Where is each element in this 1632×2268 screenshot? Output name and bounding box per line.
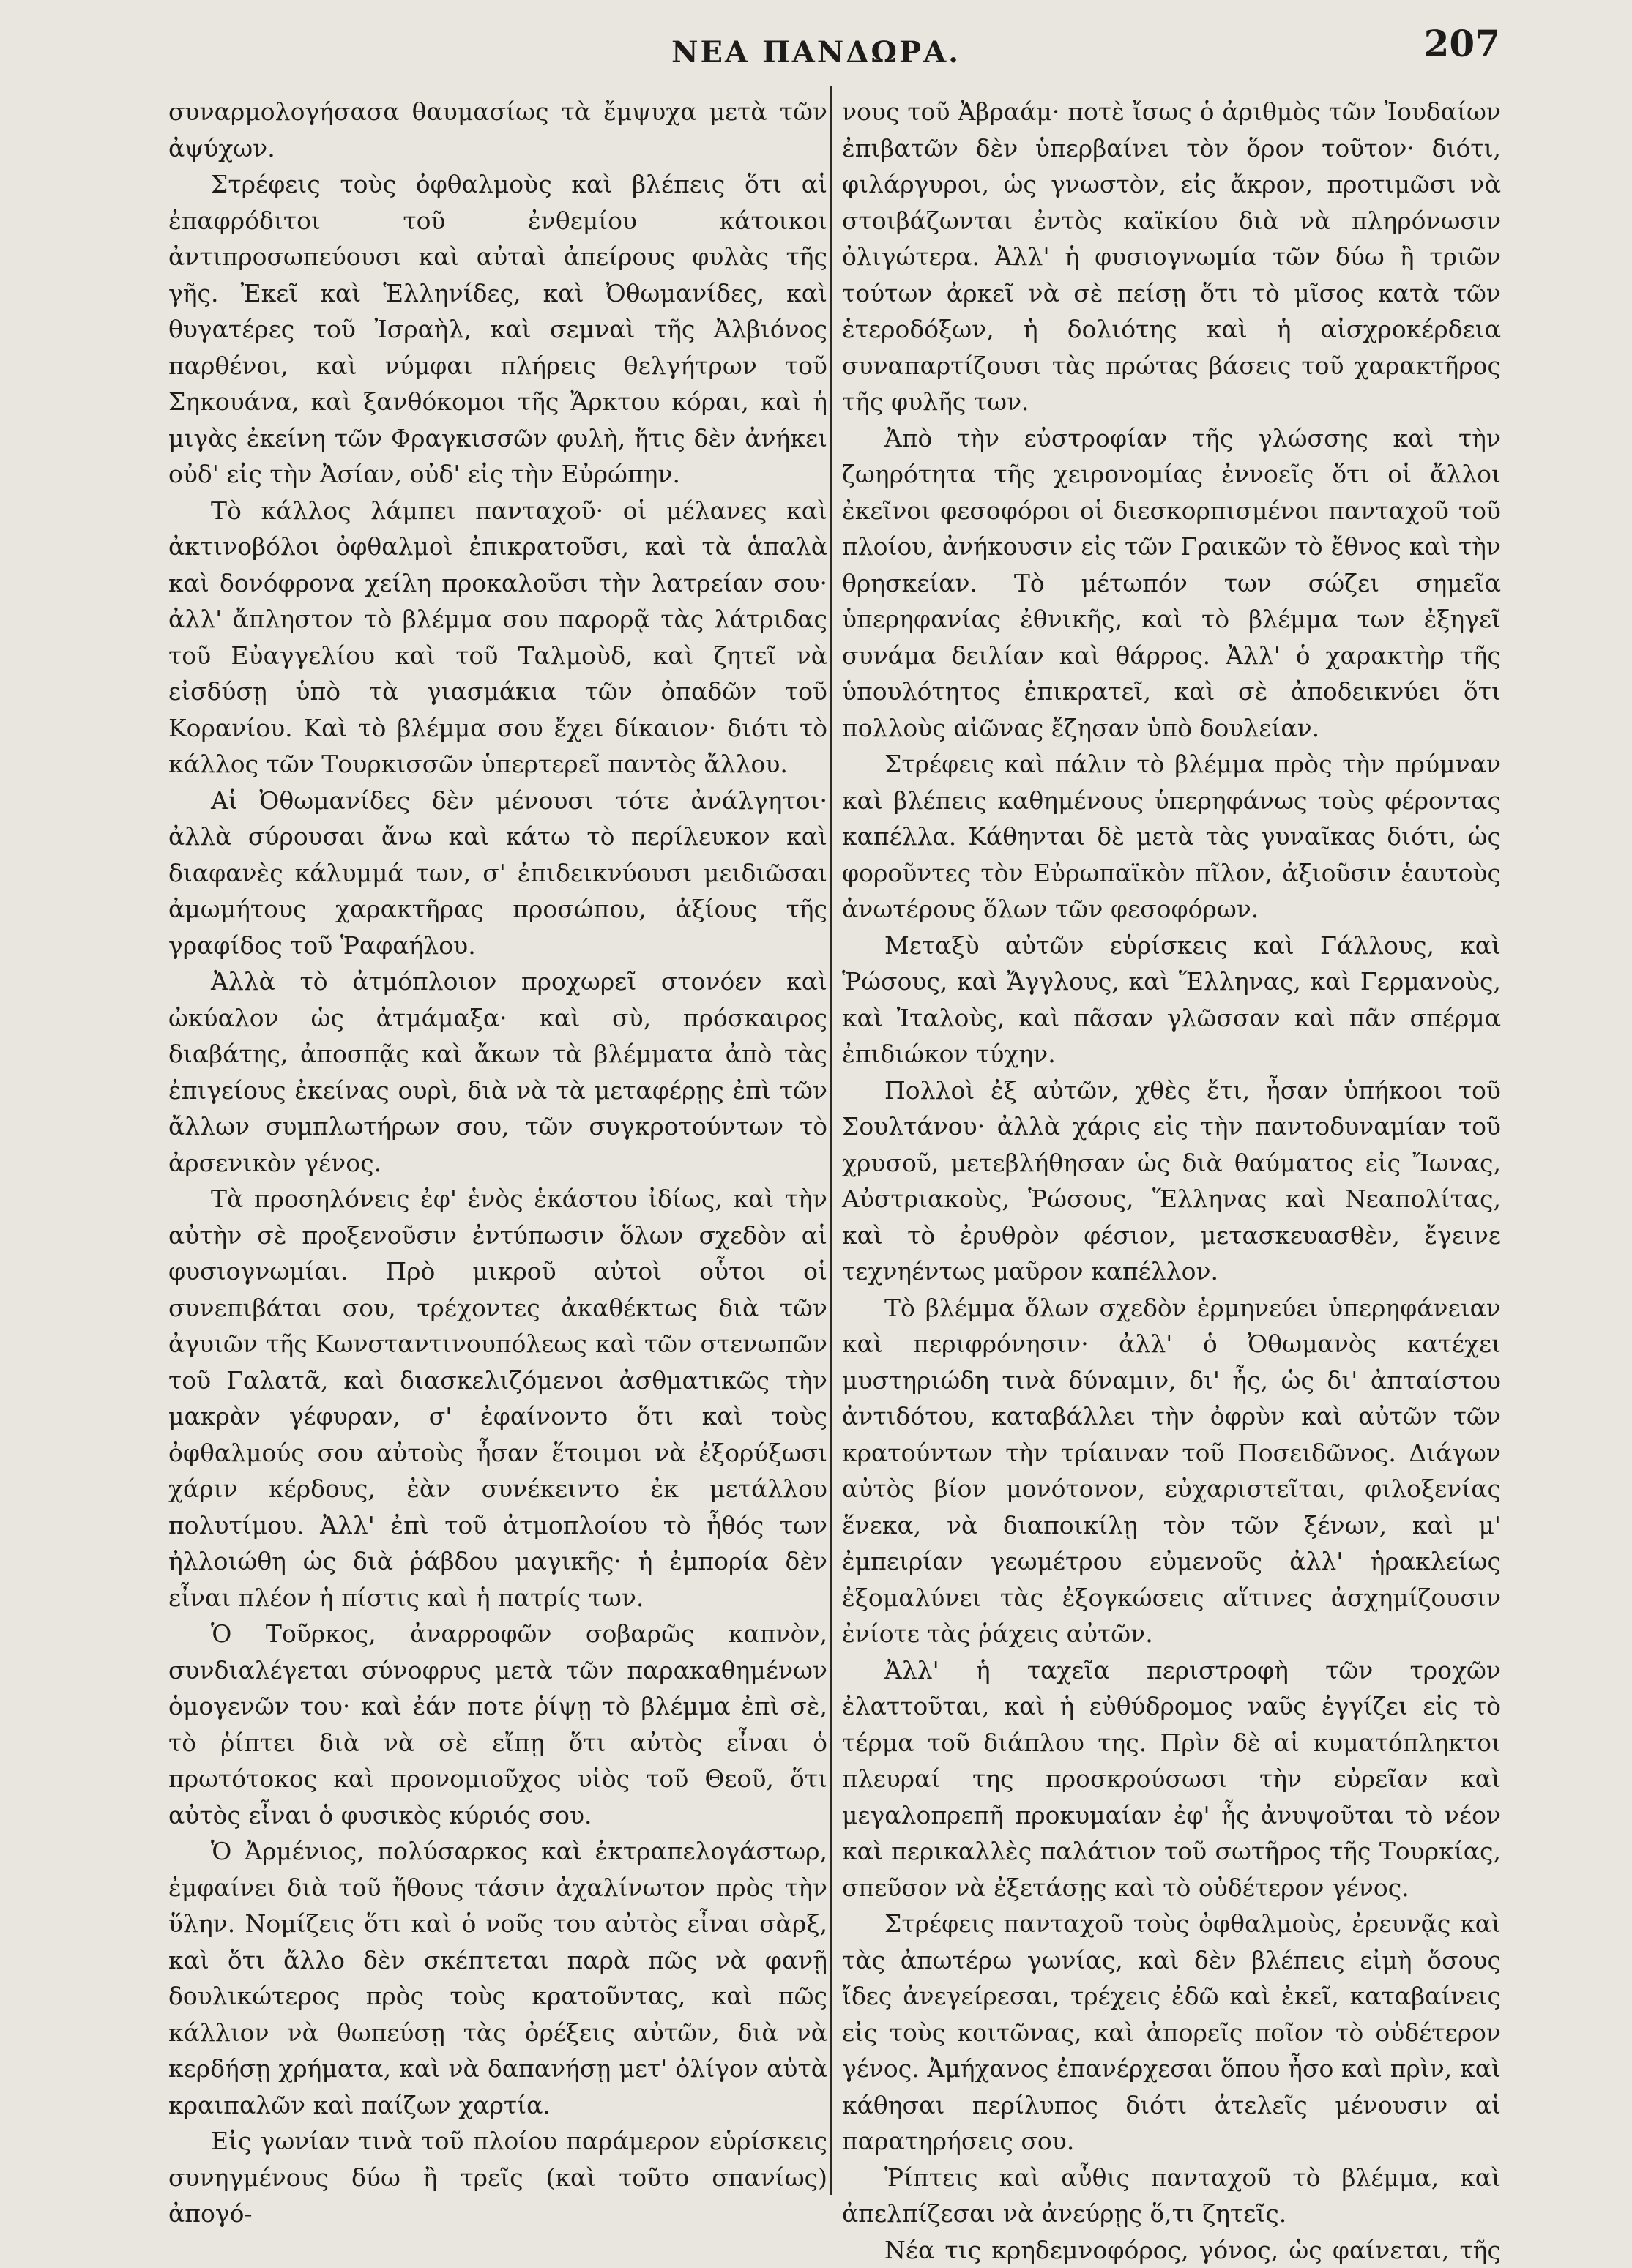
page-header bbox=[0, 22, 1632, 73]
paragraph: Στρέφεις τοὺς ὀφθαλμοὺς καὶ βλέπεις ὅτι αἱ ἐπαφρόδιτοι τοῦ ἐνθεμίου κάτοικοι ἀντιπροσωπεύουσι καὶ αὐταὶ ἀπείρους φυλὰς τῆς γῆς. Ἐκεῖ καὶ Ἑλληνίδες, καὶ Ὀθωμανίδες, καὶ θυγατέρες τοῦ Ἰσραὴλ, καὶ σεμναὶ τῆς Ἀλβιόνος παρθένοι, καὶ νύμφαι πλήρεις θελγήτρων τοῦ Σηκουάνα, καὶ ξανθόκομοι τῆς Ἄρκτου κόραι, καὶ ἡ μιγὰς ἐκείνη τῶν Φραγκισσῶν φυλὴ, ἥτις δὲν ἀνήκει οὐδ' εἰς τὴν Ἀσίαν, οὐδ' εἰς τὴν Εὐρώπην. bbox=[168, 166, 827, 493]
paragraph: συναρμολογήσασα θαυμασίως τὰ ἔμψυχα μετὰ τῶν ἀψύχων. bbox=[168, 94, 827, 166]
paragraph: Μεταξὺ αὐτῶν εὑρίσκεις καὶ Γάλλους, καὶ Ῥώσους, καὶ Ἄγγλους, καὶ Ἕλληνας, καὶ Γερμανοὺς, καὶ Ἰταλοὺς, καὶ πᾶσαν γλῶσσαν καὶ πᾶν σπέρμα ἐπιδιώκον τύχην. bbox=[842, 928, 1501, 1073]
paragraph: Ὁ Ἀρμένιος, πολύσαρκος καὶ ἐκτραπελογάστωρ, ἐμφαίνει διὰ τοῦ ἤθους τάσιν ἀχαλίνωτον πρὸς τὴν ὕλην. Νομίζεις ὅτι καὶ ὁ νοῦς του αὐτὸς εἶναι σὰρξ, καὶ ὅτι ἄλλο δὲν σκέπτεται παρὰ πῶς νὰ φανῇ δουλικώτερος πρὸς τοὺς κρατοῦντας, καὶ πῶς κάλλιον νὰ θωπεύσῃ τὰς ὀρέξεις αὐτῶν, διὰ νὰ κερδήσῃ χρήματα, καὶ νὰ δαπανήσῃ μετ' ὀλίγον αὐτὰ κραιπαλῶν καὶ παίζων χαρτία. bbox=[168, 1833, 827, 2123]
paragraph: Ῥίπτεις καὶ αὖθις πανταχοῦ τὸ βλέμμα, καὶ ἀπελπίζεσαι νὰ ἀνεύρῃς ὅ,τι ζητεῖς. bbox=[842, 2160, 1501, 2232]
paragraph: νους τοῦ Ἀβραάμ· ποτὲ ἴσως ὁ ἀριθμὸς τῶν Ἰουδαίων ἐπιβατῶν δὲν ὑπερβαίνει τὸν ὅρον τοῦτον· διότι, φιλάργυροι, ὡς γνωστὸν, εἰς ἄκρον, προτιμῶσι νὰ στοιβάζωνται ἐντὸς καϊκίου διὰ νὰ πληρόνωσιν ὀλιγώτερα. Ἀλλ' ἡ φυσιογνωμία τῶν δύω ἢ τριῶν τούτων ἀρκεῖ νὰ σὲ πείσῃ ὅτι τὸ μῖσος κατὰ τῶν ἑτεροδόξων, ἡ δολιότης καὶ ἡ αἰσχροκέρδεια συναπαρτίζουσι τὰς πρώτας βάσεις τοῦ χαρακτῆρος τῆς φυλῆς των. bbox=[842, 94, 1501, 420]
right-column bbox=[842, 94, 1501, 2202]
paragraph: Ἀπὸ τὴν εὐστροφίαν τῆς γλώσσης καὶ τὴν ζωηρότητα τῆς χειρονομίας ἐννοεῖς ὅτι οἱ ἄλλοι ἐκεῖνοι φεσοφόροι οἱ διεσκορπισμένοι πανταχοῦ τοῦ πλοίου, ἀνήκουσιν εἰς τῶν Γραικῶν τὸ ἔθνος καὶ τὴν θρησκείαν. Τὸ μέτωπόν των σώζει σημεῖα ὑπερηφανίας ἐθνικῆς, καὶ τὸ βλέμμα των ἐξηγεῖ συνάμα δειλίαν καὶ θάρρος. Ἀλλ' ὁ χαρακτὴρ τῆς ὑπουλότητος ἐπικρατεῖ, καὶ σὲ ἀποδεικνύει ὅτι πολλοὺς αἰῶνας ἔζησαν ὑπὸ δουλείαν. bbox=[842, 420, 1501, 747]
paragraph: Στρέφεις καὶ πάλιν τὸ βλέμμα πρὸς τὴν πρύμναν καὶ βλέπεις καθημένους ὑπερηφάνως τοὺς φέροντας καπέλλα. Κάθηνται δὲ μετὰ τὰς γυναῖκας διότι, ὡς φοροῦντες τὸν Εὐρωπαϊκὸν πῖλον, ἀξιοῦσιν ἑαυτοὺς ἀνωτέρους ὅλων τῶν φεσοφόρων. bbox=[842, 746, 1501, 928]
paragraph: Τὰ προσηλόνεις ἐφ' ἑνὸς ἑκάστου ἰδίως, καὶ τὴν αὐτὴν σὲ προξενοῦσιν ἐντύπωσιν ὅλων σχεδὸν αἱ φυσιογνωμίαι. Πρὸ μικροῦ αὐτοὶ οὗτοι οἱ συνεπιβάται σου, τρέχοντες ἀκαθέκτως διὰ τῶν ἀγυιῶν τῆς Κωνσταντινουπόλεως καὶ τῶν στενωπῶν τοῦ Γαλατᾶ, καὶ διασκελιζόμενοι ἀσθματικῶς τὴν μακρὰν γέφυραν, σ' ἐφαίνοντο ὅτι καὶ τοὺς ὀφθαλμούς σου αὐτοὺς ἦσαν ἕτοιμοι νὰ ἐξορύξωσι χάριν κέρδους, ἐὰν συνέκειντο ἐκ μετάλλου πολυτίμου. Ἀλλ' ἐπὶ τοῦ ἀτμοπλοίου τὸ ἦθός των ἠλλοιώθη ὡς διὰ ῥάβδου μαγικῆς· ἡ ἐμπορία δὲν εἶναι πλέον ἡ πίστις καὶ ἡ πατρίς των. bbox=[168, 1181, 827, 1616]
left-column bbox=[168, 94, 827, 2202]
paragraph: Πολλοὶ ἐξ αὐτῶν, χθὲς ἔτι, ἦσαν ὑπήκοοι τοῦ Σουλτάνου· ἀλλὰ χάρις εἰς τὴν παντοδυναμίαν τοῦ χρυσοῦ, μετεβλήθησαν ὡς διὰ θαύματος εἰς Ἴωνας, Αὐστριακοὺς, Ῥώσους, Ἕλληνας καὶ Νεαπολίτας, καὶ τὸ ἐρυθρὸν φέσιον, μετασκευασθὲν, ἔγεινε τεχνηέντως μαῦρον καπέλλον. bbox=[842, 1073, 1501, 1290]
paragraph: Ἀλλὰ τὸ ἀτμόπλοιον προχωρεῖ στονόεν καὶ ὠκύαλον ὡς ἀτμάμαξα· καὶ σὺ, πρόσκαιρος διαβάτης, ἀποσπᾷς καὶ ἄκων τὰ βλέμματα ἀπὸ τὰς ἐπιγείους ἐκείνας ουρὶ, διὰ νὰ τὰ μεταφέρῃς ἐπὶ τῶν ἄλλων συμπλωτήρων σου, τῶν συγκροτούντων τὸ ἀρσενικὸν γένος. bbox=[168, 963, 827, 1181]
journal-title: ΝΕΑ ΠΑΝΔΩΡΑ. bbox=[0, 35, 1632, 70]
column-divider bbox=[830, 86, 832, 2195]
paragraph: Αἱ Ὀθωμανίδες δὲν μένουσι τότε ἀνάλγητοι· ἀλλὰ σύρουσαι ἄνω καὶ κάτω τὸ περίλευκον καὶ διαφανὲς κάλυμμά των, σ' ἐπιδεικνύουσι μειδιῶσαι ἀμωμήτους χαρακτῆρας προσώπου, ἀξίους τῆς γραφίδος τοῦ Ῥαφαήλου. bbox=[168, 783, 827, 964]
page-number: 207 bbox=[1424, 22, 1500, 65]
paragraph: Στρέφεις πανταχοῦ τοὺς ὀφθαλμοὺς, ἐρευνᾷς καὶ τὰς ἀπωτέρω γωνίας, καὶ δὲν βλέπεις εἰμὴ ὅσους ἴδες ἀνεγείρεσαι, τρέχεις ἐδῶ καὶ ἐκεῖ, καταβαίνεις εἰς τοὺς κοιτῶνας, καὶ ἀπορεῖς ποῖον τὸ οὐδέτερον γένος. Ἀμήχανος ἐπανέρχεσαι ὅπου ἦσο καὶ πρὶν, καὶ κάθησαι περίλυπος διότι ἀτελεῖς μένουσιν αἱ παρατηρήσεις σου. bbox=[842, 1906, 1501, 2160]
paragraph: Τὸ κάλλος λάμπει πανταχοῦ· οἱ μέλανες καὶ ἀκτινοβόλοι ὀφθαλμοὶ ἐπικρατοῦσι, καὶ τὰ ἁπαλὰ καὶ δονόφρονα χείλη προκαλοῦσι τὴν λατρείαν σου· ἀλλ' ἄπληστον τὸ βλέμμα σου παρορᾷ τὰς λάτριδας τοῦ Εὐαγγελίου καὶ τοῦ Ταλμοὺδ, καὶ ζητεῖ νὰ εἰσδύσῃ ὑπὸ τὰ γιασμάκια τῶν ὀπαδῶν τοῦ Κορανίου. Καὶ τὸ βλέμμα σου ἔχει δίκαιον· διότι τὸ κάλλος τῶν Τουρκισσῶν ὑπερτερεῖ παντὸς ἄλλου. bbox=[168, 493, 827, 783]
paragraph: Εἰς γωνίαν τινὰ τοῦ πλοίου παράμερον εὑρίσκεις συνηγμένους δύω ἢ τρεῖς (καὶ τοῦτο σπανίως) ἀπογό- bbox=[168, 2123, 827, 2232]
paragraph: Τὸ βλέμμα ὅλων σχεδὸν ἑρμηνεύει ὑπερηφάνειαν καὶ περιφρόνησιν· ἀλλ' ὁ Ὀθωμανὸς κατέχει μυστηριώδη τινὰ δύναμιν, δι' ἧς, ὡς δι' ἀπταίστου ἀντιδότου, καταβάλλει τὴν ὀφρὺν καὶ αὐτῶν τῶν κρατούντων τὴν τρίαιναν τοῦ Ποσειδῶνος. Διάγων αὐτὸς βίον μονότονον, εὐχαριστεῖται, φιλοξενίας ἕνεκα, νὰ διαποικίλῃ τὸν τῶν ξένων, καὶ μ' ἐμπειρίαν γεωμέτρου εὐμενοῦς ἀλλ' ἡρακλείως ἐξομαλύνει τὰς ἐξογκώσεις αἵτινες ἀσχημίζουσιν ἐνίοτε τὰς ῥάχεις αὐτῶν. bbox=[842, 1290, 1501, 1652]
paragraph: Νέα τις κρηδεμνοφόρος, γόνος, ὡς φαίνεται, τῆς bbox=[842, 2232, 1501, 2268]
paragraph: Ὁ Τοῦρκος, ἀναρροφῶν σοβαρῶς καπνὸν, συνδιαλέγεται σύνοφρυς μετὰ τῶν παρακαθημένων ὁμογενῶν του· καὶ ἐάν ποτε ῥίψῃ τὸ βλέμμα ἐπὶ σὲ, τὸ ῥίπτει διὰ νὰ σὲ εἴπῃ ὅτι αὐτὸς εἶναι ὁ πρωτότοκος καὶ προνομιοῦχος υἱὸς τοῦ Θεοῦ, ὅτι αὐτὸς εἶναι ὁ φυσικὸς κύριός σου. bbox=[168, 1616, 827, 1833]
paragraph: Ἀλλ' ἡ ταχεῖα περιστροφὴ τῶν τροχῶν ἐλαττοῦται, καὶ ἡ εὐθύδρομος ναῦς ἐγγίζει εἰς τὸ τέρμα τοῦ διάπλου της. Πρὶν δὲ αἱ κυματόπληκτοι πλευραί της προσκρούσωσι τὴν εὐρεῖαν καὶ μεγαλοπρεπῆ προκυμαίαν ἐφ' ἧς ἀνυψοῦται τὸ νέον καὶ περικαλλὲς παλάτιον τοῦ σωτῆρος τῆς Τουρκίας, σπεῦσον νὰ ἐξετάσῃς καὶ τὸ οὐδέτερον γένος. bbox=[842, 1652, 1501, 1906]
